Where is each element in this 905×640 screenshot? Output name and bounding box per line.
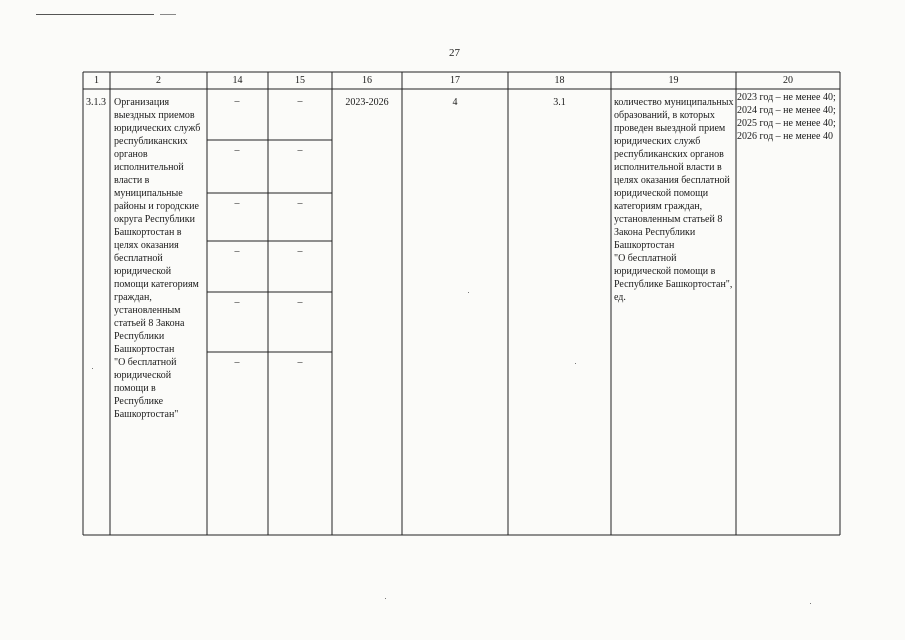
event-name-line: помощи категориям — [114, 279, 199, 290]
event-name-line: органов — [114, 149, 148, 160]
dash-cell: – — [234, 246, 240, 257]
header-cell-2: 2 — [156, 75, 161, 86]
column-18-value: 3.1 — [553, 97, 566, 108]
event-name-line: власти в — [114, 175, 150, 186]
indicator-line: установленным статьей 8 — [614, 214, 723, 225]
event-name-line: Организация — [114, 97, 170, 108]
target-line: 2026 год – не менее 40 — [737, 131, 833, 142]
indicator-line: Республике Башкортостан", — [614, 279, 733, 290]
event-name-line: статьей 8 Закона — [114, 318, 185, 329]
scan-speck — [92, 368, 93, 369]
target-line: 2024 год – не менее 40; — [737, 105, 836, 116]
event-name-line: Башкортостан в — [114, 227, 182, 238]
event-name-line: выездных приемов — [114, 110, 195, 121]
indicator-line: ед. — [614, 292, 626, 303]
dash-cell: – — [297, 96, 303, 107]
indicator-line: целях оказания бесплатной — [614, 175, 730, 186]
event-name-line: "О бесплатной — [114, 357, 177, 368]
event-name-line: республиканских — [114, 136, 188, 147]
scan-speck — [810, 603, 811, 604]
column-17-value: 4 — [452, 97, 458, 108]
dash-cell: – — [297, 145, 303, 156]
target-line: 2023 год – не менее 40; — [737, 92, 836, 103]
event-name-line: юридических служб — [114, 123, 201, 134]
indicator-line: "О бесплатной — [614, 253, 677, 264]
event-name — [114, 96, 206, 421]
dash-cell: – — [297, 246, 303, 257]
row-number: 3.1.3 — [86, 97, 106, 108]
event-name-line: муниципальные — [114, 188, 183, 199]
event-name-line: Башкортостан" — [114, 409, 179, 420]
dash-cell: – — [234, 198, 240, 209]
event-name-line: помощи в — [114, 383, 156, 394]
event-name-line: юридической — [114, 370, 172, 381]
dash-cell: – — [234, 145, 240, 156]
indicator-line: исполнительной власти в — [614, 162, 722, 173]
header-cell-15: 15 — [295, 75, 305, 86]
header-cell-19: 19 — [668, 75, 679, 86]
header-cell-14: 14 — [232, 75, 243, 86]
header-cell-18: 18 — [554, 75, 565, 86]
target-values — [737, 91, 840, 143]
dash-cell: – — [234, 96, 240, 107]
dash-cell: – — [297, 357, 303, 368]
indicator-line: республиканских органов — [614, 149, 724, 160]
event-name-line: округа Республики — [114, 214, 195, 225]
dash-cell: – — [297, 198, 303, 209]
event-name-line: граждан, — [114, 292, 152, 303]
event-name-line: бесплатной — [114, 253, 163, 264]
indicator-line: образований, в которых — [614, 110, 715, 121]
scan-speck — [468, 292, 469, 293]
dash-cell: – — [234, 357, 240, 368]
header-cell-20: 20 — [783, 75, 793, 86]
scan-speck — [575, 363, 576, 364]
indicator-line: юридических служб — [614, 136, 701, 147]
indicator-line: категориям граждан, — [614, 201, 703, 212]
event-name-line: Республике — [114, 396, 164, 407]
indicator-line: юридической помощи в — [614, 266, 716, 277]
event-name-line: районы и городские — [114, 201, 199, 212]
dash-cell: – — [234, 297, 240, 308]
indicator-line: Башкортостан — [614, 240, 675, 251]
header-cell-16: 16 — [362, 75, 372, 86]
indicator-line: Закона Республики — [614, 227, 696, 238]
indicator-line: проведен выездной прием — [614, 123, 726, 134]
dash-cell: – — [297, 297, 303, 308]
event-name-line: Республики — [114, 331, 165, 342]
event-name-line: целях оказания — [114, 240, 179, 251]
header-cell-17: 17 — [450, 75, 460, 86]
event-name-line: исполнительной — [114, 162, 184, 173]
event-name-line: установленным — [114, 305, 181, 316]
page-number: 27 — [449, 47, 460, 59]
scan-speck — [385, 598, 386, 599]
header-cell-1: 1 — [94, 75, 99, 86]
indicator-line: юридической помощи — [614, 188, 709, 199]
target-line: 2025 год – не менее 40; — [737, 118, 836, 129]
period-cell: 2023-2026 — [345, 97, 389, 108]
event-name-line: юридической — [114, 266, 172, 277]
indicator-text — [614, 96, 735, 304]
indicator-line: количество муниципальных — [614, 97, 734, 108]
event-name-line: Башкортостан — [114, 344, 175, 355]
